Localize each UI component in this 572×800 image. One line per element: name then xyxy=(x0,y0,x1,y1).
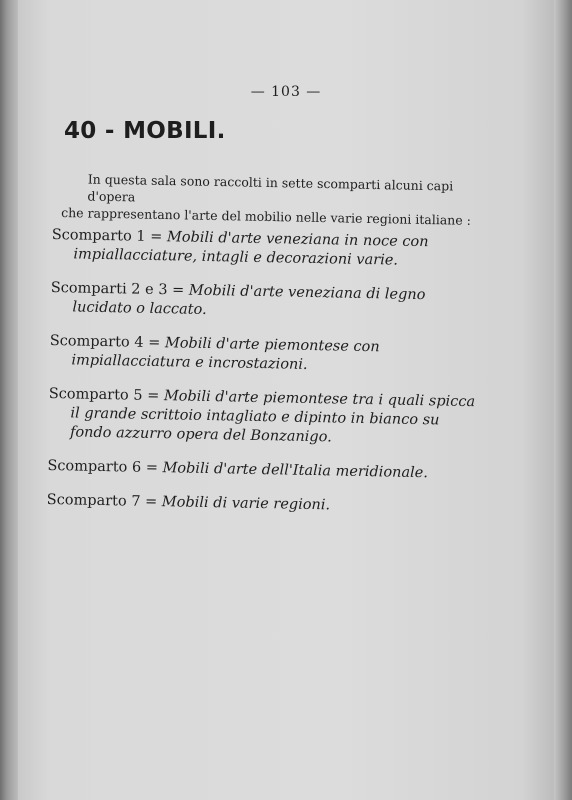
compartment-description: Mobili d'arte piemontese con impiallacciatura e incrostazioni. xyxy=(71,335,380,373)
compartment-label: Scomparto 4 = xyxy=(49,332,161,352)
compartment-description: Mobili d'arte piemontese tra i quali spicca il grande scrittoio intagliato e dipinto in bianco su fondo azzurro opera del Bonzanigo. xyxy=(69,388,476,446)
compartment-entry xyxy=(51,226,482,272)
compartment-label: Scomparto 7 = xyxy=(46,491,158,511)
compartment-entry xyxy=(48,385,479,450)
compartment-list xyxy=(46,226,482,533)
section-heading: 40 - MOBILI. xyxy=(64,118,226,144)
compartment-description: Mobili d'arte veneziana in noce con impiallacciature, intagli e decorazioni varie. xyxy=(73,229,429,269)
compartment-label: Scomparto 6 = xyxy=(47,457,159,477)
intro-line-1: In questa sala sono raccolti in sette scomparti alcuni capi d'opera xyxy=(87,171,454,205)
compartment-description: Mobili d'arte dell'Italia meridionale. xyxy=(162,460,429,482)
intro-paragraph xyxy=(61,170,482,229)
intro-line-2: che rappresentano l'arte del mobilio nelle varie regioni italiane : xyxy=(61,204,472,228)
compartment-entry xyxy=(47,457,477,484)
compartment-entry xyxy=(47,491,477,518)
page-number: — 103 — xyxy=(250,84,322,100)
compartment-entry xyxy=(50,279,481,325)
compartment-label: Scomparto 5 = xyxy=(48,385,160,405)
page-edge-right xyxy=(554,0,572,800)
compartment-label: Scomparti 2 e 3 = xyxy=(50,279,185,299)
compartment-label: Scomparto 1 = xyxy=(51,226,163,246)
compartment-entry xyxy=(49,332,480,378)
page-gutter-left xyxy=(0,0,18,800)
compartment-description: Mobili di varie regioni. xyxy=(161,494,331,514)
compartment-description: Mobili d'arte veneziana di legno lucidato o laccato. xyxy=(72,282,426,318)
